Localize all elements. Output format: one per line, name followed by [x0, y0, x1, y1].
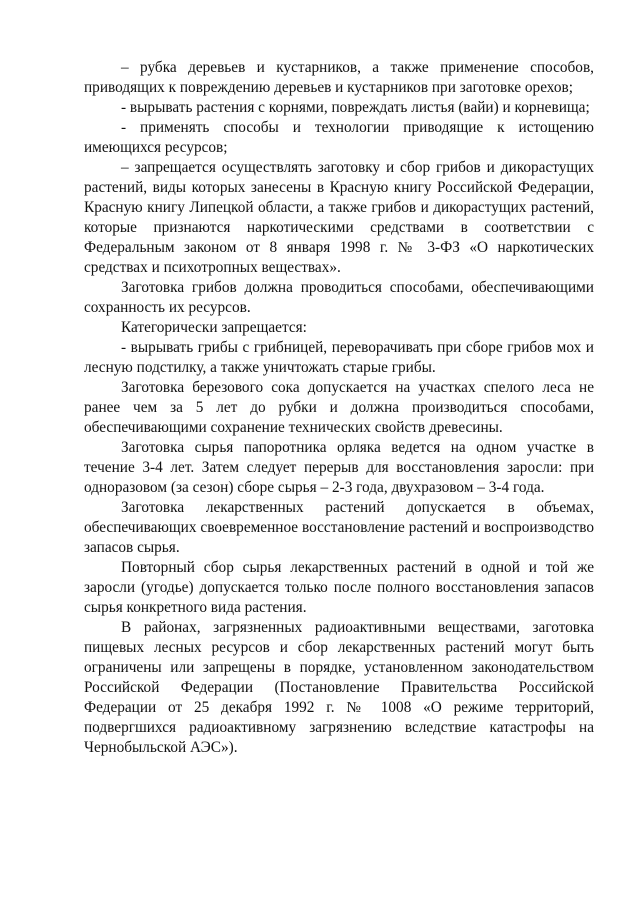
paragraph-11: Повторный сбор сырья лекарственных растений в одной и той же заросли (угодье) допускается только после полного восстановления запасов сырья конкретного вида растения.	[84, 559, 594, 616]
paragraph-12: В районах, загрязненных радиоактивными веществами, заготовка пищевых лесных ресурсов и сбор лекарственных растений могут быть ограничены или запрещены в порядке, установленном законодательством Российской Федерации (Постановление Правительства Российской Федерации от 25 декабря 1992 г. № 1008 «О режиме территорий, подвергшихся радиоактивному загрязнению вследствие катастрофы на Чернобыльской АЭС»).	[84, 619, 594, 756]
paragraph-10: Заготовка лекарственных растений допускается в объемах, обеспечивающих своевременное восстановление растений и воспроизводство запасов сырья.	[84, 499, 594, 556]
paragraph-7: - вырывать грибы с грибницей, переворачивать при сборе грибов мох и лесную подстилку, а также уничтожать старые грибы.	[84, 339, 594, 376]
paragraph-6: Категорически запрещается:	[121, 319, 307, 336]
paragraph-3: - применять способы и технологии приводящие к истощению имеющихся ресурсов;	[84, 119, 594, 156]
paragraph-8: Заготовка березового сока допускается на участках спелого леса не ранее чем за 5 лет до рубки и должна производиться способами, обеспечивающими сохранение технических свойств древесины.	[84, 379, 594, 436]
paragraph-1: – рубка деревьев и кустарников, а также применение способов, приводящих к повреждению деревьев и кустарников при заготовке орехов;	[84, 59, 594, 96]
paragraph-9: Заготовка сырья папоротника орляка ведется на одном участке в течение 3-4 лет. Затем следует перерыв для восстановления заросли: при одноразовом (за сезон) сборе сырья – 2-3 года, двухразовом – 3-4 года.	[84, 439, 594, 496]
paragraph-2: - вырывать растения с корнями, повреждать листья (вайи) и корневища;	[121, 99, 590, 116]
paragraph-4: – запрещается осуществлять заготовку и сбор грибов и дикорастущих растений, виды которых занесены в Красную книгу Российской Федерации, Красную книгу Липецкой области, а также грибов и дикорастущих растений, которые признаются наркотическими средствами в соответствии с Федеральным законом от 8 января 1998 г. № 3-ФЗ «О наркотических средствах и психотропных веществах».	[84, 159, 594, 276]
paragraph-5: Заготовка грибов должна проводиться способами, обеспечивающими сохранность их ресурсов.	[84, 279, 594, 316]
document-body	[84, 58, 594, 758]
